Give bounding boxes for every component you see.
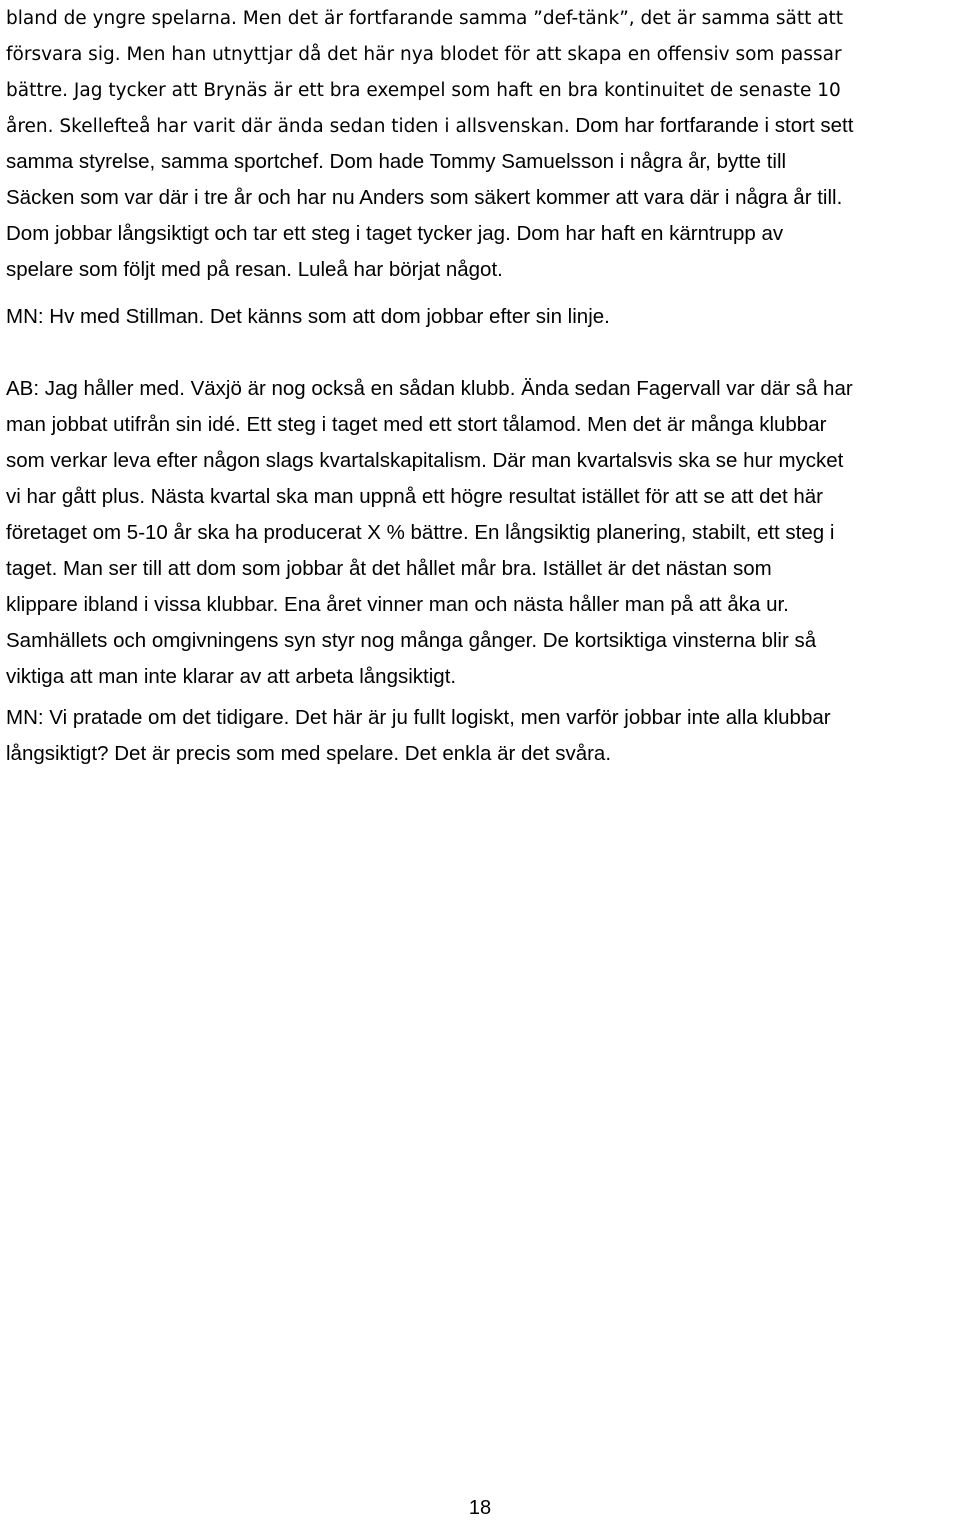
text-line xyxy=(6,108,958,144)
text-segment: Säcken som var där i tre år och har nu Anders som säkert kommer att vara där i några år till. xyxy=(6,186,843,209)
text-segment: åren. Skellefteå har varit där ända sedan tiden i allsvenskan. xyxy=(6,116,570,137)
text-line xyxy=(6,587,958,623)
text-segment: klippare ibland i vissa klubbar. Ena året vinner man och nästa håller man på att åka ur. xyxy=(6,593,789,616)
text-line xyxy=(6,551,958,587)
paragraph xyxy=(6,299,958,335)
text-segment: företaget om 5-10 år ska ha producerat X % bättre. En långsiktig planering, stabilt, ett steg i xyxy=(6,521,835,544)
text-line xyxy=(6,216,958,252)
text-line xyxy=(6,515,958,551)
text-line xyxy=(6,659,958,695)
paragraph xyxy=(6,0,958,288)
page-number: 18 xyxy=(468,1497,492,1519)
text-line xyxy=(6,252,958,288)
text-segment: långsiktigt? Det är precis som med spelare. Det enkla är det svåra. xyxy=(6,742,612,765)
text-line xyxy=(6,700,958,736)
text-line xyxy=(6,736,958,772)
text-segment: bland de yngre spelarna. Men det är fortfarande samma ”def-tänk”, det är samma sätt att xyxy=(6,8,844,29)
text-segment: man jobbat utifrån sin idé. Ett steg i taget med ett stort tålamod. Men det är många klubbar xyxy=(6,413,827,436)
text-segment: försvara sig. Men han utnyttjar då det här nya blodet för att skapa en offensiv som passar xyxy=(6,44,842,65)
text-line xyxy=(6,0,958,36)
text-segment: MN: Vi pratade om det tidigare. Det här är ju fullt logiskt, men varför jobbar inte alla klubbar xyxy=(6,706,831,729)
text-line xyxy=(6,623,958,659)
paragraph xyxy=(6,371,958,695)
text-segment: samma styrelse, samma sportchef. Dom hade Tommy Samuelsson i några år, bytte till xyxy=(6,150,787,173)
text-segment: Dom har fortfarande i stort sett xyxy=(569,114,854,137)
text-segment: viktiga att man inte klarar av att arbeta långsiktigt. xyxy=(6,665,457,688)
text-line xyxy=(6,144,958,180)
text-line xyxy=(6,299,958,335)
text-line xyxy=(6,36,958,72)
text-segment: vi har gått plus. Nästa kvartal ska man uppnå ett högre resultat istället för att se att det här xyxy=(6,485,824,508)
text-segment: Samhällets och omgivningens syn styr nog många gånger. De kortsiktiga vinsterna blir så xyxy=(6,629,817,652)
text-line xyxy=(6,72,958,108)
text-line xyxy=(6,371,958,407)
text-line xyxy=(6,443,958,479)
text-segment: AB: Jag håller med. Växjö är nog också en sådan klubb. Ända sedan Fagervall var där så har xyxy=(6,377,853,400)
text-line xyxy=(6,479,958,515)
text-segment: taget. Man ser till att dom som jobbar åt det hållet mår bra. Istället är det nästan som xyxy=(6,557,772,580)
text-line xyxy=(6,180,958,216)
text-segment: MN: Hv med Stillman. Det känns som att dom jobbar efter sin linje. xyxy=(6,305,610,328)
text-segment: Dom jobbar långsiktigt och tar ett steg i taget tycker jag. Dom har haft en kärntrupp av xyxy=(6,222,784,245)
text-segment: bättre. Jag tycker att Brynäs är ett bra exempel som haft en bra kontinuitet de senaste 10 xyxy=(6,80,841,101)
paragraph xyxy=(6,700,958,772)
text-segment: spelare som följt med på resan. Luleå har börjat något. xyxy=(6,258,503,281)
text-segment: som verkar leva efter någon slags kvartalskapitalism. Där man kvartalsvis ska se hur mycket xyxy=(6,449,844,472)
text-line xyxy=(6,407,958,443)
